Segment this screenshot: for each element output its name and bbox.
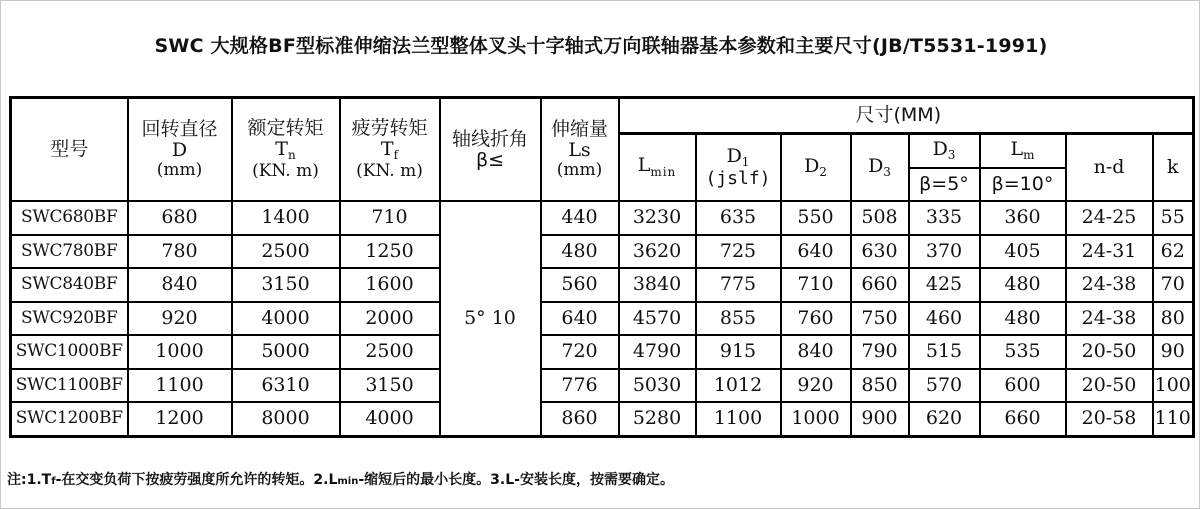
cell-nd: 24-25 xyxy=(1066,201,1153,235)
cell-lmin: 3840 xyxy=(619,268,696,302)
cell-d3: 630 xyxy=(851,235,909,269)
cell-ls: 480 xyxy=(541,235,619,269)
cell-model: SWC920BF xyxy=(11,302,128,336)
cell-lmin: 4790 xyxy=(619,335,696,369)
cell-d: 920 xyxy=(128,302,232,336)
cell-model: SWC1000BF xyxy=(11,335,128,369)
cell-tf: 1250 xyxy=(340,235,440,269)
cell-lm: 405 xyxy=(980,235,1066,269)
table-row xyxy=(11,335,1194,369)
header-rotation-diameter xyxy=(128,98,232,202)
header-symbol: Ls xyxy=(568,139,591,162)
footnote-text: -在交变负荷下按疲劳强度所允许的转矩。2.L xyxy=(55,472,338,488)
cell-d3-beta: 335 xyxy=(909,201,980,235)
cell-nd: 24-38 xyxy=(1066,268,1153,302)
cell-d3-beta: 370 xyxy=(909,235,980,269)
header-sub: 1 xyxy=(741,155,750,169)
footnote-text: -缩短后的最小长度。3.L-安装长度，按需要确定。 xyxy=(358,472,674,488)
cell-nd: 20-58 xyxy=(1066,402,1153,436)
header-d3 xyxy=(851,134,909,202)
cell-model: SWC1100BF xyxy=(11,369,128,403)
cell-d2: 640 xyxy=(781,235,851,269)
cell-d3: 900 xyxy=(851,402,909,436)
cell-tn: 1400 xyxy=(232,201,340,235)
cell-d2: 920 xyxy=(781,369,851,403)
cell-ls: 440 xyxy=(541,201,619,235)
header-sub: 3 xyxy=(883,164,891,179)
cell-d3: 850 xyxy=(851,369,909,403)
cell-nd: 20-50 xyxy=(1066,335,1153,369)
cell-k: 55 xyxy=(1153,201,1194,235)
header-axis-angle xyxy=(440,98,541,202)
cell-tn: 3150 xyxy=(232,268,340,302)
cell-ls: 860 xyxy=(541,402,619,436)
cell-lmin: 4570 xyxy=(619,302,696,336)
header-unit: (KN. m) xyxy=(252,161,319,182)
header-telescopic xyxy=(541,98,619,202)
header-lm-beta xyxy=(980,134,1066,169)
header-lm-condition: β=10° xyxy=(980,168,1066,201)
cell-d1: 725 xyxy=(696,235,781,269)
table-row xyxy=(11,302,1194,336)
header-sub: f xyxy=(393,148,399,162)
cell-d: 1100 xyxy=(128,369,232,403)
table-row xyxy=(11,268,1194,302)
page-title: SWC 大规格BF型标准伸缩法兰型整体叉头十字轴式万向联轴器基本参数和主要尺寸(JB/T5531-1991) xyxy=(154,35,1048,57)
header-lmin xyxy=(619,134,696,202)
cell-lmin: 5030 xyxy=(619,369,696,403)
cell-lm: 480 xyxy=(980,268,1066,302)
cell-d1: 855 xyxy=(696,302,781,336)
table-row xyxy=(11,369,1194,403)
cell-d3: 750 xyxy=(851,302,909,336)
cell-k: 80 xyxy=(1153,302,1194,336)
header-sub: n xyxy=(287,148,296,162)
header-symbol: D xyxy=(171,139,188,162)
footnote-sub: min xyxy=(337,476,359,487)
cell-ls: 640 xyxy=(541,302,619,336)
header-label: 疲劳转矩 xyxy=(351,117,428,140)
cell-axis-angle: 5° 10 xyxy=(440,201,541,436)
header-symbol: T xyxy=(275,138,288,160)
cell-tf: 2000 xyxy=(340,302,440,336)
cell-ls: 720 xyxy=(541,335,619,369)
cell-lm: 660 xyxy=(980,402,1066,436)
header-dimensions: 尺寸(MM) xyxy=(619,98,1194,134)
cell-k: 90 xyxy=(1153,335,1194,369)
header-symbol: D xyxy=(726,145,742,167)
cell-ls: 776 xyxy=(541,369,619,403)
cell-d: 1000 xyxy=(128,335,232,369)
header-unit: (mm) xyxy=(556,160,603,181)
header-label: 伸缩量 xyxy=(550,118,608,141)
cell-nd: 20-50 xyxy=(1066,369,1153,403)
cell-d1: 775 xyxy=(696,268,781,302)
cell-model: SWC840BF xyxy=(11,268,128,302)
cell-k: 70 xyxy=(1153,268,1194,302)
header-d1 xyxy=(696,134,781,202)
cell-d2: 760 xyxy=(781,302,851,336)
header-unit: (mm) xyxy=(156,160,203,181)
cell-d1: 1012 xyxy=(696,369,781,403)
cell-k: 62 xyxy=(1153,235,1194,269)
table-row xyxy=(11,201,1194,235)
cell-tf: 1600 xyxy=(340,268,440,302)
cell-d3: 660 xyxy=(851,268,909,302)
cell-tf: 4000 xyxy=(340,402,440,436)
header-label: 轴线折角 xyxy=(451,127,528,150)
header-unit: (KN. m) xyxy=(356,161,423,182)
header-rated-torque xyxy=(232,98,340,202)
cell-model: SWC680BF xyxy=(11,201,128,235)
cell-lm: 480 xyxy=(980,302,1066,336)
cell-tn: 6310 xyxy=(232,369,340,403)
cell-d2: 1000 xyxy=(781,402,851,436)
header-symbol: L xyxy=(637,154,651,177)
cell-d3-beta: 515 xyxy=(909,335,980,369)
header-symbol: β≤ xyxy=(475,148,505,171)
cell-tn: 5000 xyxy=(232,335,340,369)
cell-tn: 2500 xyxy=(232,235,340,269)
header-symbol: T xyxy=(380,138,394,160)
cell-ls: 560 xyxy=(541,268,619,302)
header-sub: m xyxy=(1023,148,1035,163)
cell-d3: 508 xyxy=(851,201,909,235)
header-d2 xyxy=(781,134,851,202)
header-sub: 2 xyxy=(819,164,827,179)
cell-d: 680 xyxy=(128,201,232,235)
cell-tn: 4000 xyxy=(232,302,340,336)
header-d3-beta xyxy=(909,134,980,169)
header-symbol: D xyxy=(868,154,884,177)
cell-tf: 710 xyxy=(340,201,440,235)
header-sub: 3 xyxy=(947,148,956,163)
cell-nd: 24-31 xyxy=(1066,235,1153,269)
cell-k: 110 xyxy=(1153,402,1194,436)
cell-tf: 2500 xyxy=(340,335,440,369)
cell-lm: 535 xyxy=(980,335,1066,369)
table-row xyxy=(11,235,1194,269)
header-fatigue-torque xyxy=(340,98,440,202)
header-row-1 xyxy=(11,98,1194,134)
header-note: (jslf) xyxy=(705,168,771,190)
header-d3-condition: β=5° xyxy=(909,168,980,201)
cell-tn: 8000 xyxy=(232,402,340,436)
cell-tf: 3150 xyxy=(340,369,440,403)
cell-d: 840 xyxy=(128,268,232,302)
header-symbol: D xyxy=(804,154,820,177)
cell-d1: 635 xyxy=(696,201,781,235)
footnote-prefix: 注:1.T xyxy=(7,472,52,488)
spec-table xyxy=(9,96,1195,438)
cell-d3-beta: 425 xyxy=(909,268,980,302)
cell-lm: 360 xyxy=(980,201,1066,235)
cell-lmin: 5280 xyxy=(619,402,696,436)
cell-d3: 790 xyxy=(851,335,909,369)
header-k: k xyxy=(1153,134,1194,202)
footnote xyxy=(7,469,674,489)
cell-d: 780 xyxy=(128,235,232,269)
cell-lmin: 3620 xyxy=(619,235,696,269)
cell-d1: 1100 xyxy=(696,402,781,436)
header-label: 额定转矩 xyxy=(247,117,324,140)
cell-model: SWC1200BF xyxy=(11,402,128,436)
cell-d: 1200 xyxy=(128,402,232,436)
header-symbol: L xyxy=(1010,138,1024,161)
cell-d1: 915 xyxy=(696,335,781,369)
header-sub: min xyxy=(650,165,677,180)
header-label: 回转直径 xyxy=(141,118,218,141)
cell-model: SWC780BF xyxy=(11,235,128,269)
cell-lm: 600 xyxy=(980,369,1066,403)
cell-d3-beta: 620 xyxy=(909,402,980,436)
cell-lmin: 3230 xyxy=(619,201,696,235)
table-row xyxy=(11,402,1194,436)
cell-d2: 710 xyxy=(781,268,851,302)
cell-d2: 550 xyxy=(781,201,851,235)
cell-nd: 24-38 xyxy=(1066,302,1153,336)
cell-d2: 840 xyxy=(781,335,851,369)
cell-d3-beta: 460 xyxy=(909,302,980,336)
footnote-sub: f xyxy=(51,476,56,487)
header-symbol: D xyxy=(932,138,948,161)
header-model: 型号 xyxy=(11,98,128,202)
header-nd: n-d xyxy=(1066,134,1153,202)
cell-d3-beta: 570 xyxy=(909,369,980,403)
cell-k: 100 xyxy=(1153,369,1194,403)
